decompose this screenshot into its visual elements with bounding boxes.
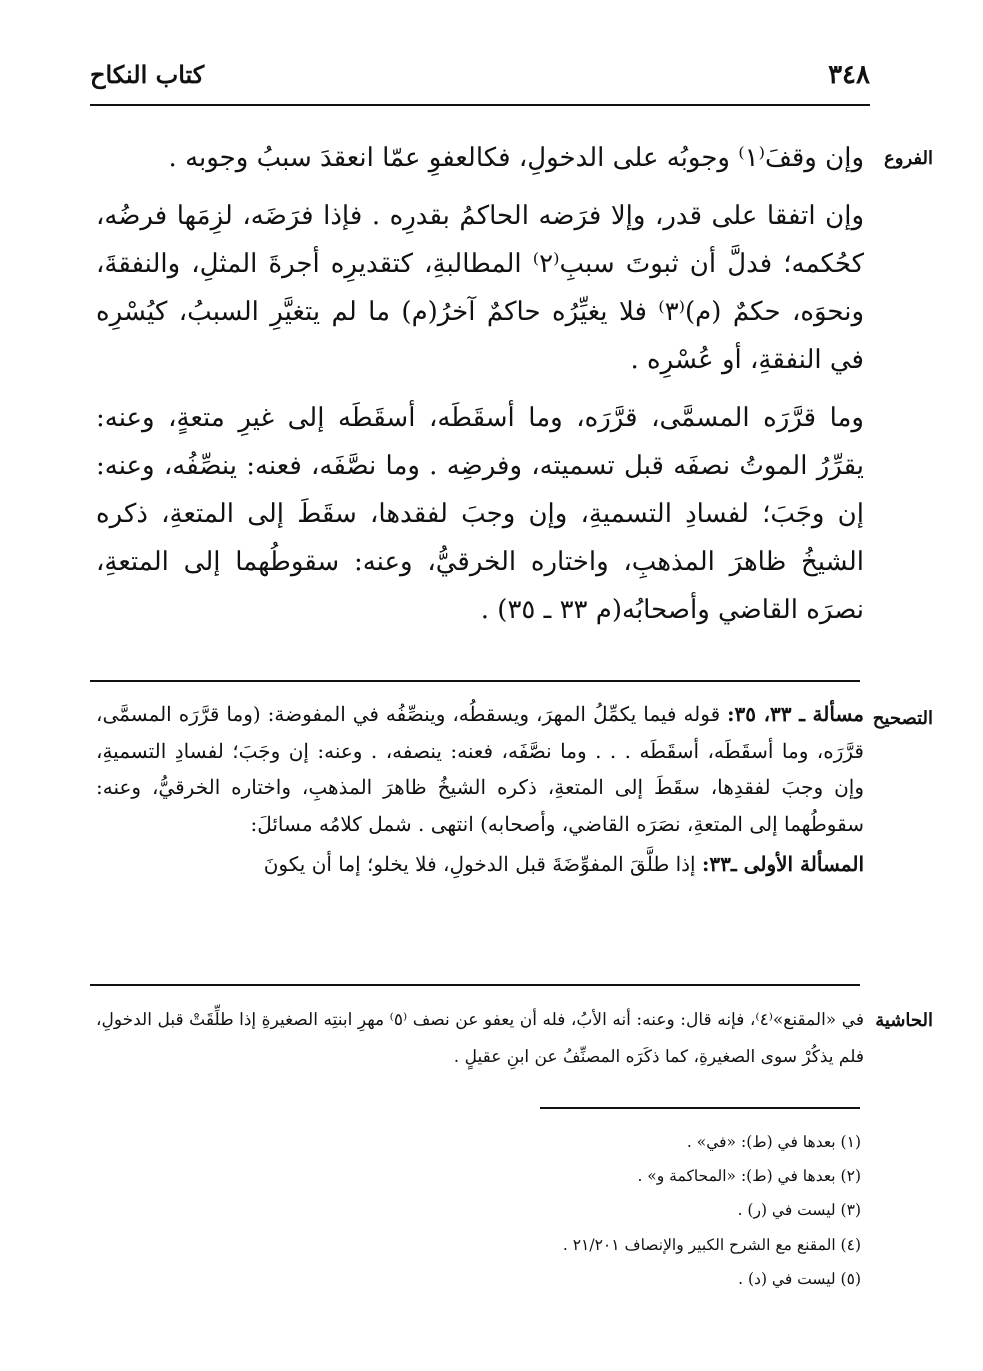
label-tashih: التصحيح: [872, 708, 933, 729]
running-title: كتاب النكاح: [90, 60, 205, 89]
tashih-section: [96, 696, 864, 883]
furu-paragraph-1: وإن وقفَ⁽١⁾ وجوبُه على الدخولِ، فكالعفوِ عمّا انعقدَ سببُ وجوبه .: [168, 143, 864, 173]
tashih-paragraph-2: [96, 846, 864, 883]
footnote-4: (٤) المقنع مع الشرح الكبير والإنصاف ٢١/٢٠١ .: [562, 1235, 861, 1254]
footnote-1: (١) بعدها في (ط): «في» .: [686, 1133, 861, 1151]
page-header: [90, 60, 870, 100]
hashiya-text: في «المقنع»⁽٤⁾، فإنه قال: وعنه: أنه الأبُ، فله أن يعفو عن نصف ⁽٥⁾ مهرِ ابنتِه الصغيرةِ إذا طلِّقَتْ قبل الدخولِ، فلم يذكُرْ سوى الصغيرةِ، كما ذكَرَه المصنِّفُ عن ابنِ عقيلٍ .: [96, 1010, 865, 1067]
header-rule: [90, 104, 870, 106]
page-number: ٣٤٨: [828, 60, 870, 90]
furu-section: [96, 134, 864, 634]
tashih-paragraph-1: [96, 696, 864, 842]
tashih-text-2: إذا طلَّقَ المفوِّضَةَ قبل الدخولِ، فلا يخلو؛ إما أن يكونَ: [263, 852, 696, 876]
label-hashiya: الحاشية: [875, 1010, 933, 1031]
furu-paragraph-2: وإن اتفقا على قدر، وإلا فرَضه الحاكمُ بقدرِه . فإذا فرَضَه، لزِمَها فرضُه، كحُكمه؛ فدلَّ أن ثبوتَ سببِ⁽٢⁾ المطالبةِ، كتقديرِه أجرةَ المثلِ، والنفقةَ، ونحوَه، حكمٌ (م)⁽٣⁾ فلا يغيِّرُه حاكمٌ آخرُ(م) ما لم يتغيَّرِ السببُ، كيُسْرِه في النفقةِ، أو عُسْرِه .: [96, 201, 865, 375]
label-furu: الفروع: [884, 148, 933, 169]
section-divider-1: [90, 680, 860, 682]
hashiya-section: [96, 1002, 864, 1076]
section-divider-2: [90, 984, 860, 986]
footnote-divider: [540, 1107, 860, 1109]
tashih-text-1: قوله فيما يكمِّلُ المهرَ، ويسقطُه، وينصِّفُه في المفوضة: (وما قرَّرَه المسمَّى، قرَّرَه، وما أسقَطَه، أسقَطَه . . . وما نصَّفَه، فعنه: ينصفه، . وعنه: إن وجَبَ؛ لفسادِ التسميةِ، وإن وجبَ لفقدِها، سقَطَ إلى المتعةِ، ذكره الشيخُ ظاهرَ المذهبِ، واختاره الخرقيُّ، وعنه: سقوطُهما إلى المتعةِ، نصَرَه القاضي، وأصحابه) انتهى . شمل كلامُه مسائلَ:: [96, 702, 864, 836]
tashih-lead-2: المسألة الأولى ـ٣٣:: [701, 852, 864, 876]
footnotes: [221, 1125, 861, 1296]
tashih-lead-1: مسألة ـ ٣٣، ٣٥:: [727, 702, 864, 726]
footnote-5: (٥) ليست في (د) .: [738, 1269, 861, 1288]
footnote-3: (٣) ليست في (ر) .: [737, 1201, 861, 1220]
footnote-2: (٢) بعدها في (ط): «المحاكمة و» .: [637, 1167, 861, 1186]
furu-paragraph-3: وما قرَّرَه المسمَّى، قرَّرَه، وما أسقَطَه، أسقَطَه إلى غيرِ متعةٍ، وعنه: يقرِّرُ الموتُ نصفَه قبل تسميته، وفرضِه . وما نصَّفَه، فعنه: ينصِّفُه، وعنه: إن وجَبَ؛ لفسادِ التسميةِ، وإن وجبَ لفقدها، سقَطَ إلى المتعةِ، ذكره الشيخُ ظاهرَ المذهبِ، واختاره الخرقيُّ، وعنه: سقوطُهما إلى المتعةِ، نصرَه القاضي وأصحابُه(م ٣٣ ـ ٣٥) .: [96, 403, 864, 625]
